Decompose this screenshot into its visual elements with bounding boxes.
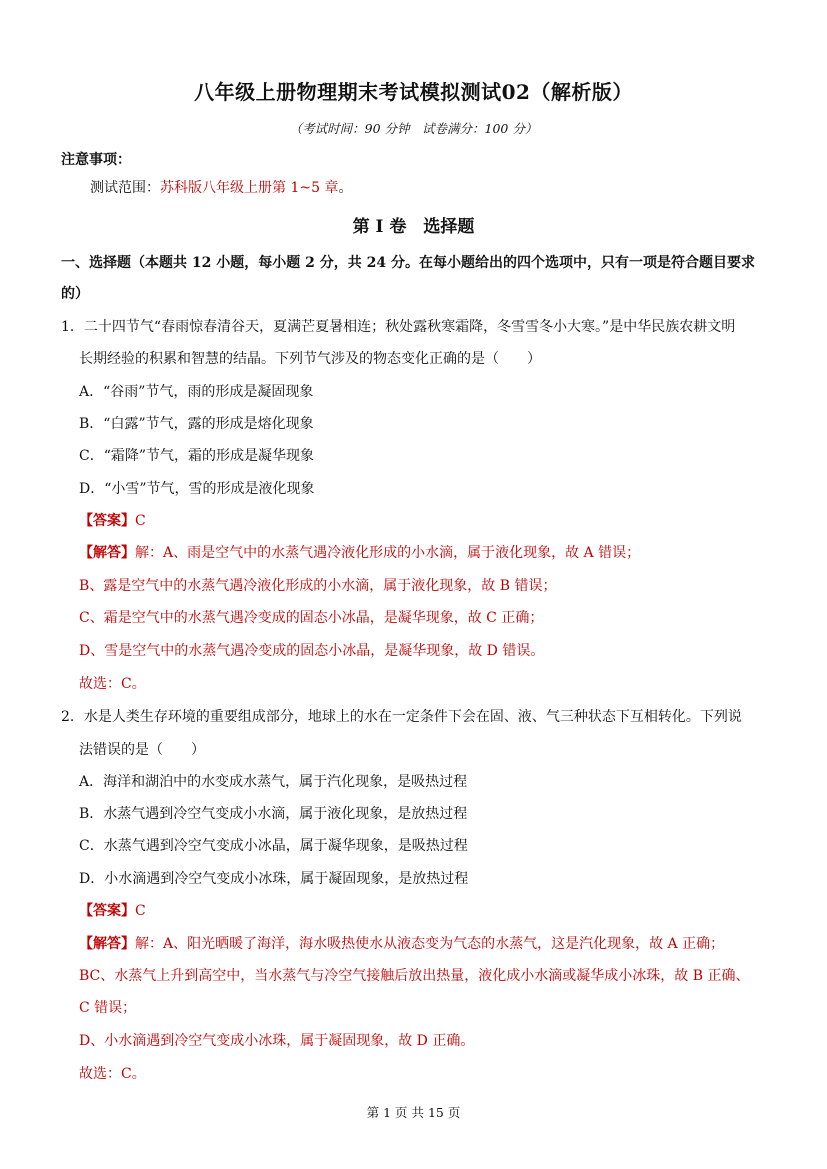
answer-value: C xyxy=(135,903,146,919)
page-number: 第 1 页 共 15 页 xyxy=(366,1105,461,1120)
q1-choice: 故选：C。 xyxy=(79,676,146,692)
q2-stem-line1: 2．水是人类生存环境的重要组成部分，地球上的水在一定条件下会在固、液、气三种状态下互相转化。下列说 xyxy=(61,709,742,725)
q2-option-c: C．水蒸气遇到冷空气变成小冰晶，属于凝华现象，是吸热过程 xyxy=(79,838,468,854)
q1-option-b: B．“白露”节气，露的形成是熔化现象 xyxy=(79,416,314,432)
q2-stem-line2: 法错误的是（ ） xyxy=(79,742,205,758)
page-title: 八年级上册物理期末考试模拟测试02（解析版） xyxy=(194,80,633,104)
answer-tag: 【答案】 xyxy=(79,513,135,529)
q2-option-a: A．海洋和湖泊中的水变成水蒸气，属于汽化现象，是吸热过程 xyxy=(79,774,468,790)
test-scope xyxy=(90,178,352,198)
scope-end: 。 xyxy=(338,180,353,196)
q2-option-b: B．水蒸气遇到冷空气变成小水滴，属于液化现象，是放热过程 xyxy=(79,806,468,822)
analysis-text: 解：A、阳光晒暖了海洋，海水吸热使水从液态变为气态的水蒸气，这是汽化现象，故 A 正确； xyxy=(135,936,725,952)
answer-value: C xyxy=(135,513,146,529)
q2-analysis-line4: D、小水滴遇到冷空气变成小冰珠，属于凝固现象，故 D 正确。 xyxy=(79,1033,475,1049)
analysis-text: 解：A、雨是空气中的水蒸气遇冷液化形成的小水滴，属于液化现象，故 A 错误； xyxy=(135,545,641,561)
q1-option-c: C．“霜降”节气，霜的形成是凝华现象 xyxy=(79,448,315,464)
q1-analysis-line4: D、雪是空气中的水蒸气遇冷变成的固态小冰晶，是凝华现象，故 D 错误。 xyxy=(79,643,545,659)
q2-option-d: D．小水滴遇到冷空气变成小冰珠，属于凝固现象，是放热过程 xyxy=(79,871,469,887)
analysis-tag: 【解答】 xyxy=(79,545,135,561)
exam-info: （考试时间：90 分钟 试卷满分：100 分） xyxy=(289,121,538,136)
q2-analysis-line3: C 错误； xyxy=(79,1000,137,1016)
q1-analysis-line3: C、霜是空气中的水蒸气遇冷变成的固态小冰晶，是凝华现象，故 C 正确； xyxy=(79,610,544,626)
q2-choice: 故选：C。 xyxy=(79,1066,146,1082)
section-title: 第 I 卷 选择题 xyxy=(352,217,475,237)
q2-answer xyxy=(79,901,146,921)
q2-analysis-line2: BC、水蒸气上升到高空中，当水蒸气与冷空气接触后放出热量，液化成小水滴或凝华成小冰珠，故 B 正确、 xyxy=(79,968,750,984)
analysis-tag: 【解答】 xyxy=(79,936,135,952)
q1-analysis-line2: B、露是空气中的水蒸气遇冷液化形成的小水滴，属于液化现象，故 B 错误； xyxy=(79,578,557,594)
scope-value: 苏科版八年级上册第 1~5 章 xyxy=(160,180,339,196)
q1-analysis-line1 xyxy=(79,543,640,563)
answer-tag: 【答案】 xyxy=(79,903,135,919)
q1-option-d: D．“小雪”节气，雪的形成是液化现象 xyxy=(79,481,315,497)
q1-answer xyxy=(79,511,146,531)
part-instruction-line1: 一、选择题（本题共 12 小题，每小题 2 分，共 24 分。在每小题给出的四个选项中，只有一项是符合题目要求 xyxy=(61,255,755,271)
q1-option-a: A．“谷雨”节气，雨的形成是凝固现象 xyxy=(79,384,314,400)
notice-heading: 注意事项： xyxy=(61,152,131,168)
q1-stem-line2: 长期经验的积累和智慧的结晶。下列节气涉及的物态变化正确的是（ ） xyxy=(79,351,541,367)
q1-stem-line1: 1．二十四节气“春雨惊春清谷天，夏满芒夏暑相连；秋处露秋寒霜降，冬雪雪冬小大寒。”是中华民族农耕文明 xyxy=(61,319,736,335)
scope-label: 测试范围： xyxy=(90,180,160,196)
q2-analysis-line1 xyxy=(79,934,724,954)
part-instruction-line2: 的） xyxy=(61,286,89,302)
